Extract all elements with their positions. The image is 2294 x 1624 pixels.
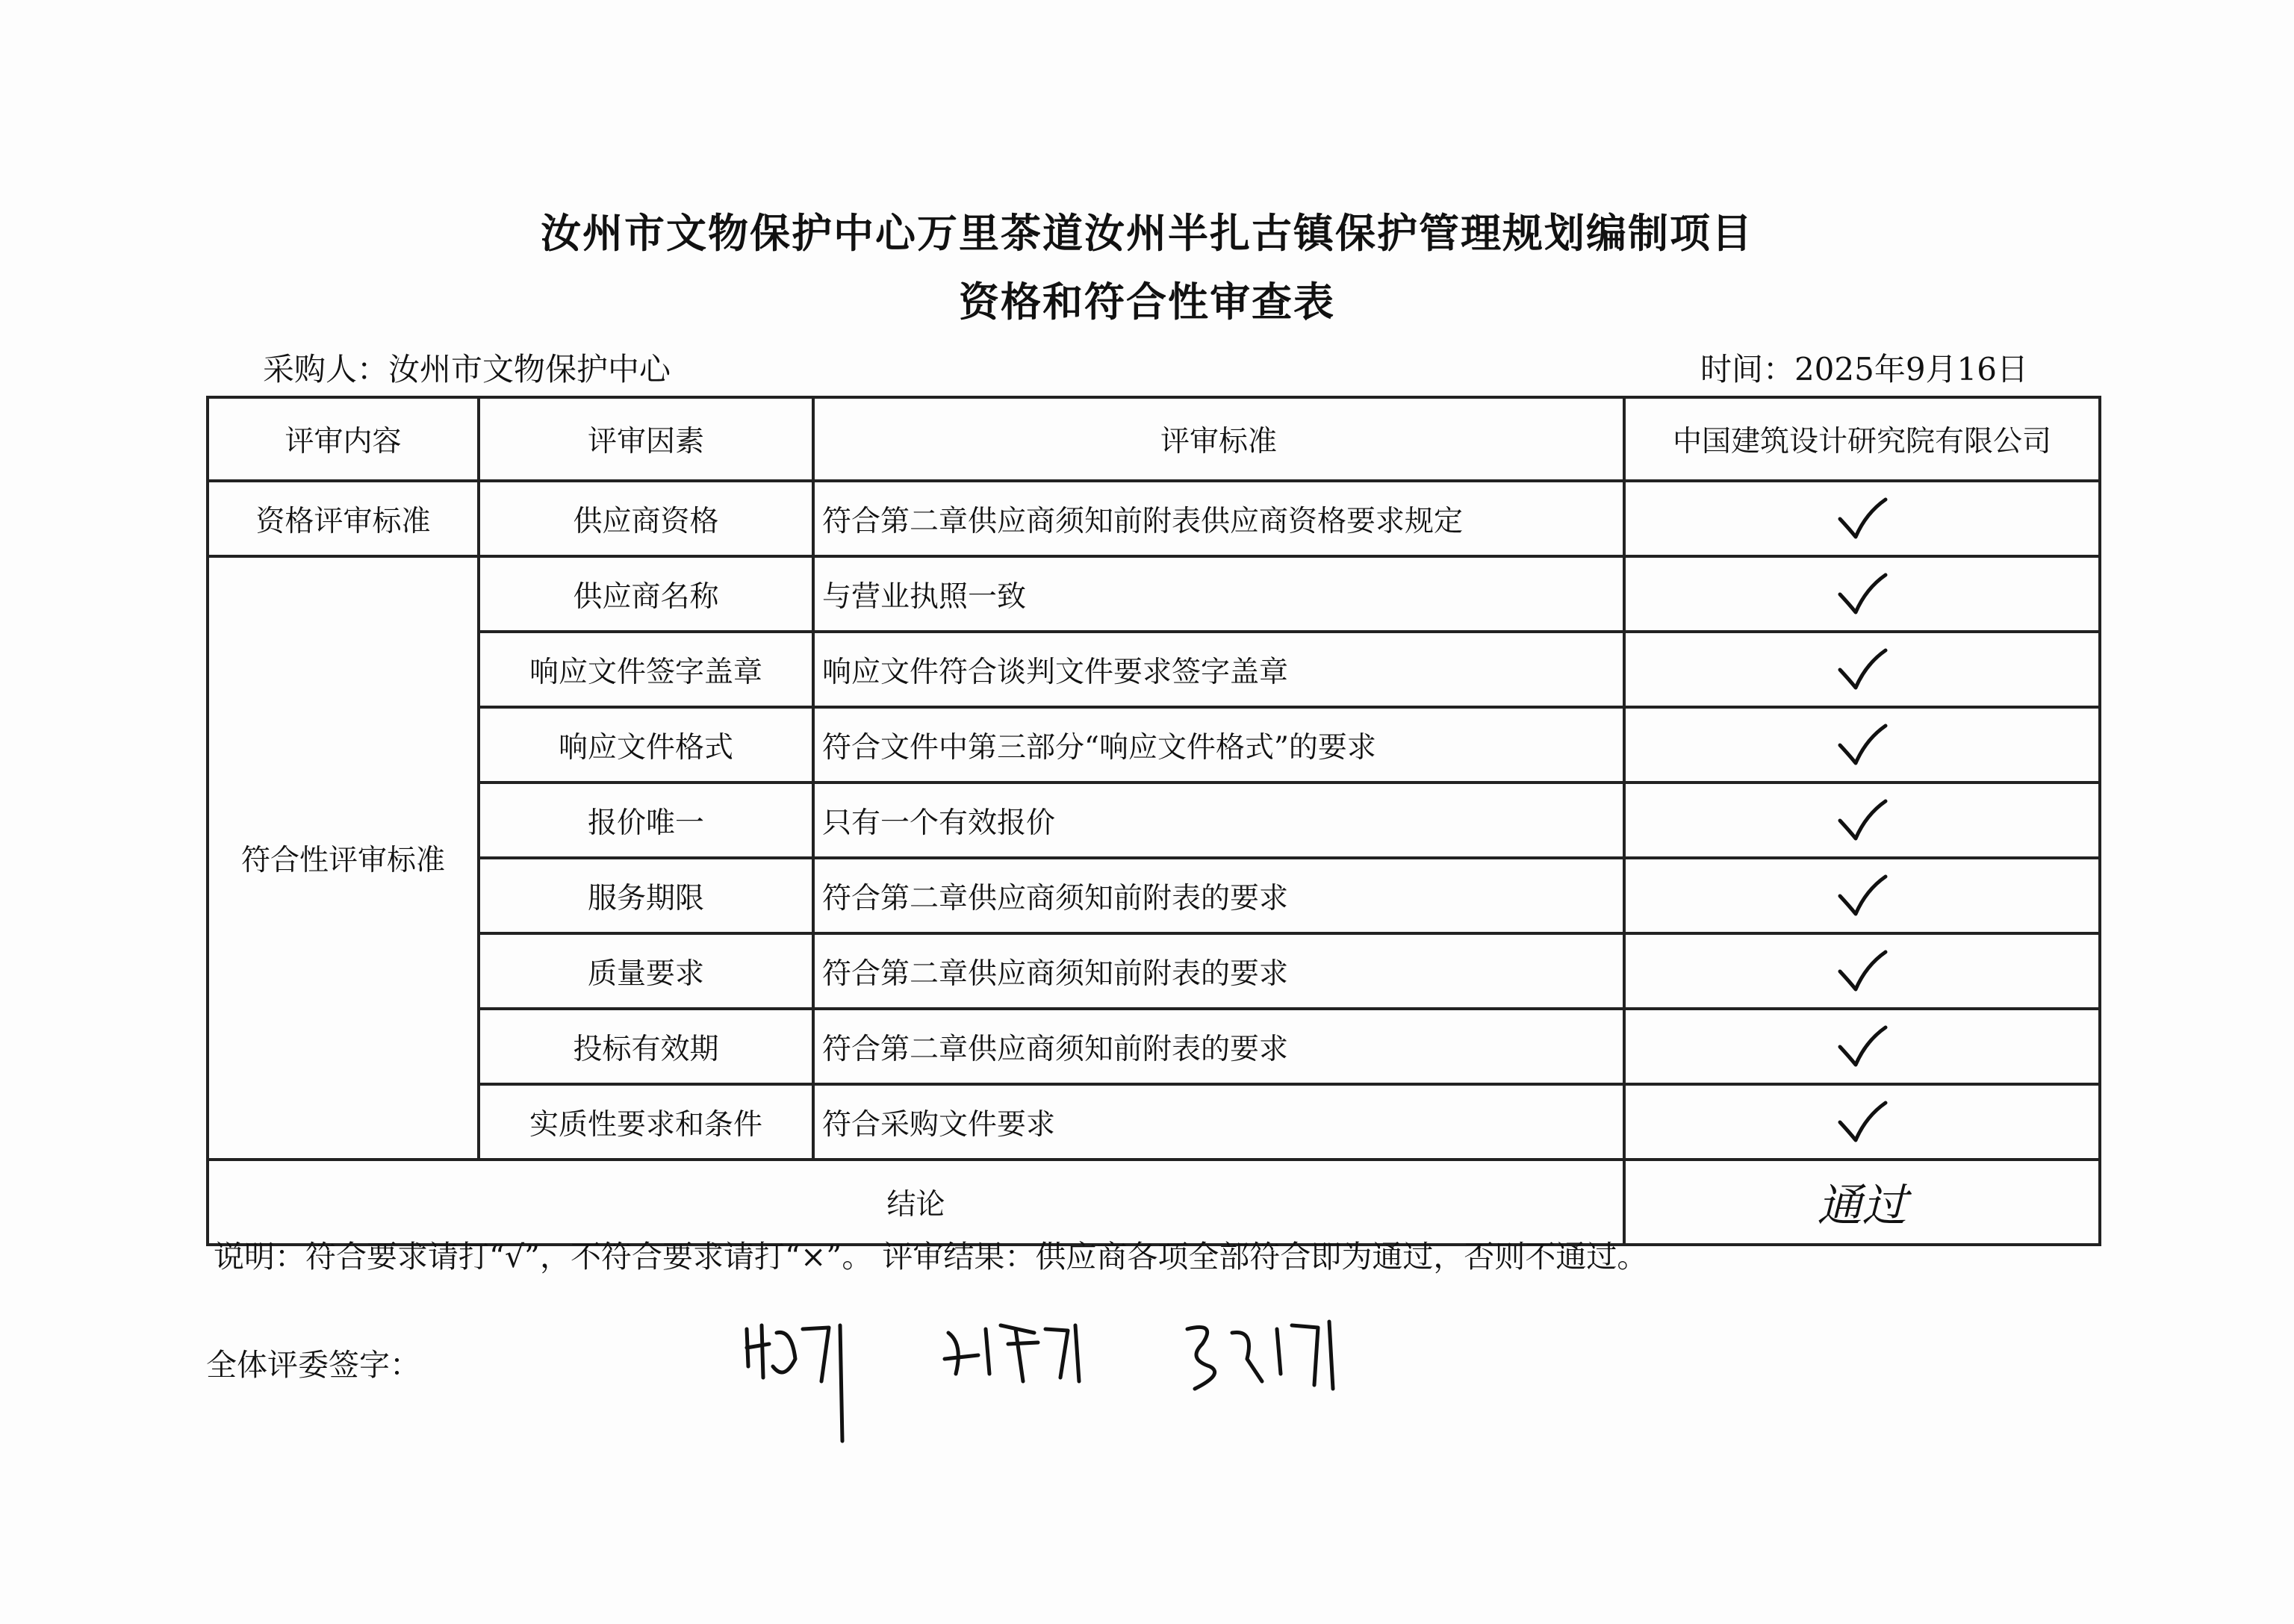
date-label: 时间：2025年9月16日: [1700, 351, 2028, 388]
factor-cell: 响应文件格式: [479, 707, 813, 783]
check-mark-icon: [1836, 949, 1889, 994]
factor-cell: 报价唯一: [479, 783, 813, 858]
standard-cell: 符合文件中第三部分“响应文件格式”的要求: [813, 707, 1624, 783]
column-header: 中国建筑设计研究院有限公司: [1624, 397, 2100, 481]
check-mark-cell: [1624, 556, 2100, 632]
factor-cell: 供应商资格: [479, 481, 813, 556]
factor-cell: 投标有效期: [479, 1009, 813, 1084]
table-row: [208, 858, 2100, 933]
standard-cell: 响应文件符合谈判文件要求签字盖章: [813, 632, 1624, 707]
standard-cell: 符合第二章供应商须知前附表供应商资格要求规定: [813, 481, 1624, 556]
check-mark-icon: [1836, 497, 1889, 541]
table-row: [208, 1009, 2100, 1084]
category-cell: 资格评审标准: [208, 481, 479, 556]
check-mark-cell: [1624, 933, 2100, 1009]
column-header: 评审标准: [813, 397, 1624, 481]
conclusion-text: 通过: [1817, 1180, 1907, 1232]
instruction-note: 说明：符合要求请打“√”，不符合要求请打“×”。 评审结果：供应商各项全部符合即为通过，否则不通过。: [214, 1239, 1648, 1275]
check-mark-icon: [1836, 1100, 1889, 1145]
document-title: 汝州市文物保护中心万里茶道汝州半扎古镇保护管理规划编制项目: [541, 209, 1753, 257]
handwritten-signatures: [739, 1314, 1352, 1449]
table-row: [208, 1084, 2100, 1160]
column-header: 评审内容: [208, 397, 479, 481]
check-mark-icon: [1836, 1024, 1889, 1069]
check-mark-icon: [1836, 572, 1889, 617]
factor-cell: 实质性要求和条件: [479, 1084, 813, 1160]
column-header: 评审因素: [479, 397, 813, 481]
table-row: [208, 707, 2100, 783]
factor-cell: 服务期限: [479, 858, 813, 933]
factor-cell: 响应文件签字盖章: [479, 632, 813, 707]
check-mark-cell: [1624, 1009, 2100, 1084]
category-cell: 符合性评审标准: [208, 556, 479, 1160]
standard-cell: 符合采购文件要求: [813, 1084, 1624, 1160]
purchaser-label: 采购人：汝州市文物保护中心: [263, 351, 671, 388]
signatures-area: [739, 1314, 1352, 1452]
standard-cell: 与营业执照一致: [813, 556, 1624, 632]
conclusion-label: 结论: [208, 1160, 1624, 1245]
factor-cell: 质量要求: [479, 933, 813, 1009]
check-mark-cell: [1624, 1084, 2100, 1160]
check-mark-cell: [1624, 707, 2100, 783]
document-subtitle: 资格和符合性审查表: [959, 278, 1335, 326]
check-mark-cell: [1624, 632, 2100, 707]
standard-cell: 符合第二章供应商须知前附表的要求: [813, 858, 1624, 933]
check-mark-cell: [1624, 481, 2100, 556]
table-row: [208, 632, 2100, 707]
check-mark-icon: [1836, 723, 1889, 768]
check-mark-icon: [1836, 874, 1889, 918]
signature-label: 全体评委签字：: [206, 1347, 420, 1383]
standard-cell: 只有一个有效报价: [813, 783, 1624, 858]
check-mark-cell: [1624, 783, 2100, 858]
check-mark-icon: [1836, 647, 1889, 692]
table-header-row: [208, 397, 2100, 481]
conclusion-value: [1624, 1160, 2100, 1245]
table-row: [208, 556, 2100, 632]
check-mark-cell: [1624, 858, 2100, 933]
table-row: [208, 933, 2100, 1009]
review-table: [206, 396, 2101, 1246]
standard-cell: 符合第二章供应商须知前附表的要求: [813, 1009, 1624, 1084]
factor-cell: 供应商名称: [479, 556, 813, 632]
table-row: [208, 481, 2100, 556]
standard-cell: 符合第二章供应商须知前附表的要求: [813, 933, 1624, 1009]
check-mark-icon: [1836, 798, 1889, 843]
table-row: [208, 783, 2100, 858]
